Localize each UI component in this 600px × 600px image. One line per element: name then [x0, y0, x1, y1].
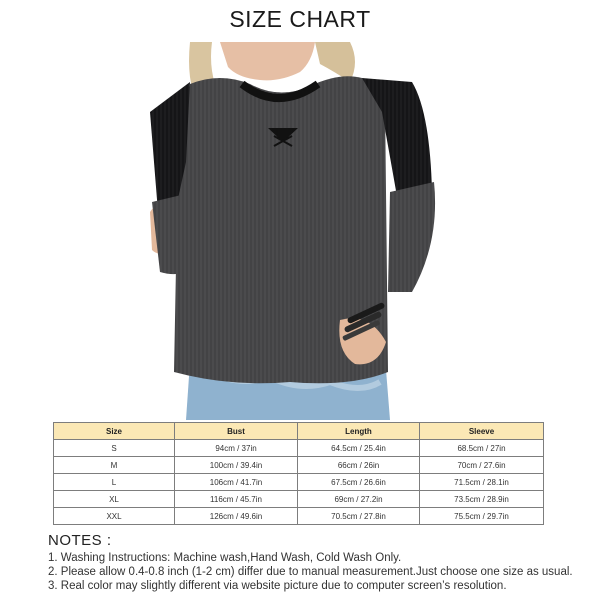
- note-item: 3. Real color may slightly different via website picture due to computer screen’s resolution.: [48, 580, 507, 592]
- cell-size: XL: [54, 491, 175, 508]
- cell-length: 70.5cm / 27.8in: [298, 508, 420, 525]
- notes-section: [48, 534, 593, 593]
- cell-bust: 106cm / 41.7in: [175, 474, 298, 491]
- cell-length: 66cm / 26in: [298, 457, 420, 474]
- cell-size: M: [54, 457, 175, 474]
- cell-size: S: [54, 440, 175, 457]
- cell-sleeve: 73.5cm / 28.9in: [420, 491, 544, 508]
- cell-bust: 116cm / 45.7in: [175, 491, 298, 508]
- note-item: 2. Please allow 0.4-0.8 inch (1-2 cm) differ due to manual measurement.Just choose one size as usual.: [48, 566, 573, 578]
- cell-sleeve: 70cm / 27.6in: [420, 457, 544, 474]
- cell-bust: 126cm / 49.6in: [175, 508, 298, 525]
- cell-length: 69cm / 27.2in: [298, 491, 420, 508]
- cell-sleeve: 71.5cm / 28.1in: [420, 474, 544, 491]
- cell-length: 67.5cm / 26.6in: [298, 474, 420, 491]
- header-bust: Bust: [175, 423, 298, 440]
- cell-size: XXL: [54, 508, 175, 525]
- table-row: [54, 491, 544, 508]
- size-table: [53, 422, 544, 525]
- notes-heading: NOTES :: [48, 532, 112, 549]
- table-row: [54, 440, 544, 457]
- cell-bust: 100cm / 39.4in: [175, 457, 298, 474]
- cell-size: L: [54, 474, 175, 491]
- cell-length: 64.5cm / 25.4in: [298, 440, 420, 457]
- header-sleeve: Sleeve: [420, 423, 544, 440]
- table-row: [54, 474, 544, 491]
- notes-list: [48, 551, 593, 593]
- header-length: Length: [298, 423, 420, 440]
- cell-sleeve: 68.5cm / 27in: [420, 440, 544, 457]
- cell-bust: 94cm / 37in: [175, 440, 298, 457]
- size-chart-title: SIZE CHART: [229, 6, 371, 32]
- table-row: [54, 508, 544, 525]
- header-size: Size: [54, 423, 175, 440]
- product-photo: [150, 42, 440, 420]
- table-header-row: [54, 423, 544, 440]
- cell-sleeve: 75.5cm / 29.7in: [420, 508, 544, 525]
- note-item: 1. Washing Instructions: Machine wash,Hand Wash, Cold Wash Only.: [48, 552, 402, 564]
- table-row: [54, 457, 544, 474]
